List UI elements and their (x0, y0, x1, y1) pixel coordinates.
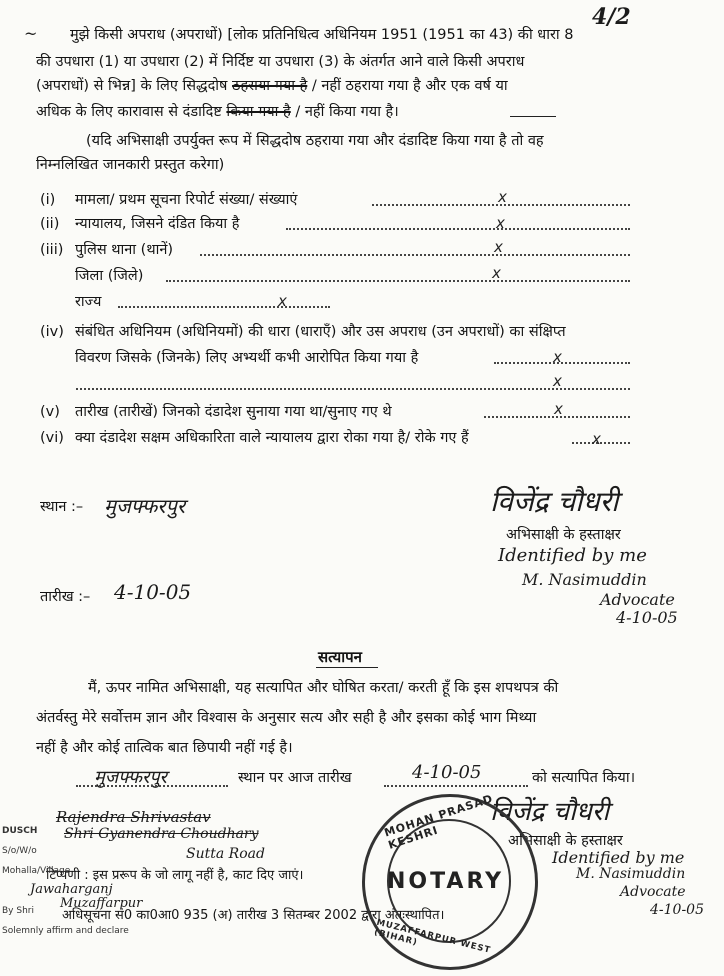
struck-convicted: ठहराया गया है (232, 78, 308, 94)
signature-caption: अभिसाक्षी के हस्ताक्षर (506, 527, 621, 543)
item-num: (i) (40, 192, 56, 208)
item-num: (ii) (40, 216, 60, 232)
place-value: मुजफ्फरपुर (104, 494, 185, 518)
verification-line4-b: को सत्यापित किया। (532, 770, 636, 786)
advocate-title: Advocate (600, 590, 675, 609)
margin-handwriting: Muzaffarpur (60, 896, 143, 911)
margin-handwriting: Rajendra Shrivastav (56, 808, 211, 826)
margin-stamp-text: Mohalla/Village (2, 866, 71, 876)
struck-sentenced: किया गया है (226, 104, 291, 120)
fill-line (76, 785, 228, 787)
item-label: न्यायालय, जिसने दंडित किया है (75, 216, 240, 232)
fill-line (494, 362, 630, 364)
notary-seal-bottom-text: MUZAFFARPUR WEST (BIHAR) (372, 917, 492, 956)
para1-line3-a: (अपराधों) से भिन्न] के लिए सिद्धदोष (36, 78, 228, 94)
cross-mark: x (494, 238, 503, 256)
advocate-name: M. Nasimuddin (522, 570, 647, 589)
cross-mark: x (492, 264, 501, 282)
cross-mark: x (278, 292, 287, 310)
notary-seal-top-text: MOHAN PRASAD KESHRI (382, 791, 495, 852)
pen-stroke (510, 116, 556, 117)
verification-date-value: 4-10-05 (412, 762, 482, 783)
margin-stamp-text: Solemnly affirm and declare (2, 926, 129, 936)
item-num: (v) (40, 404, 60, 420)
cross-mark: x (592, 430, 601, 448)
notary-seal-center: NOTARY (387, 869, 505, 894)
margin-stamp-text: S/o/W/o (2, 846, 37, 856)
cross-mark: x (553, 348, 562, 366)
verification-line4-a: स्थान पर आज तारीख (238, 770, 352, 786)
verification-place-value: मुजफ्फरपुर (94, 767, 167, 788)
margin-handwriting: Sutta Road (186, 846, 265, 862)
verification-line3: नहीं है और कोई तात्विक बात छिपायी नहीं गई है। (36, 740, 293, 756)
item-label: तारीख (तारीखें) जिनको दंडादेश सुनाया गया था/सुनाए गए थे (75, 404, 392, 420)
date-value: 4-10-05 (114, 580, 192, 604)
strike-mark: ~ (24, 24, 38, 43)
identified-by: Identified by me (498, 545, 647, 566)
para1-line5: (यदि अभिसाक्षी उपर्युक्त रूप में सिद्धदोष ठहराया गया और दंडादिष्ट किया गया है तो वह (86, 133, 544, 149)
item-label: राज्य (75, 294, 102, 310)
verification-line1: मैं, ऊपर नामित अभिसाक्षी, यह सत्यापित और घोषित करता/ करती हूँ कि इस शपथपत्र की (88, 680, 559, 696)
margin-handwriting: Jawaharganj (30, 882, 113, 897)
verification-line2: अंतर्वस्तु मेरे सर्वोत्तम ज्ञान और विश्वास के अनुसार सत्य और सही है और इसका कोई भाग मिथ्या (36, 710, 537, 726)
fill-line (118, 306, 330, 308)
item-num: (iv) (40, 324, 64, 340)
cross-mark: x (553, 372, 562, 390)
signature-caption-2: अभिसाक्षी के हस्ताक्षर (508, 833, 623, 849)
identified-date: 4-10-05 (616, 608, 678, 627)
identified-date-2: 4-10-05 (650, 902, 704, 918)
para1-line1: मुझे किसी अपराध (अपराधों) [लोक प्रतिनिधित्व अधिनियम 1951 (1951 का 43) की धारा 8 (70, 27, 574, 43)
para1-line2: की उपधारा (1) या उपधारा (2) में निर्दिष्ट या उपधारा (3) के अंतर्गत आने वाले किसी अपराध (36, 54, 525, 70)
para1-line4 (36, 102, 399, 122)
para1-line6: निम्नलिखित जानकारी प्रस्तुत करेगा) (36, 157, 225, 173)
item-label: क्या दंडादेश सक्षम अधिकारिता वाले न्यायालय द्वारा रोका गया है/ रोके गए हैं (75, 430, 469, 446)
notary-seal (362, 791, 538, 970)
item-label: विवरण जिसके (जिनके) लिए अभ्यर्थी कभी आरोपित किया गया है (75, 350, 419, 366)
cross-mark: x (496, 214, 505, 232)
item-label: मामला/ प्रथम सूचना रिपोर्ट संख्या/ संख्याएं (75, 192, 298, 208)
advocate-name-2: M. Nasimuddin (576, 866, 686, 882)
place-label: स्थान :– (40, 499, 84, 515)
margin-stamp-text: DUSCH (2, 826, 38, 836)
para1-line3 (36, 76, 508, 96)
deponent-signature-2: विजेंद्र चौधरी (490, 797, 610, 827)
advocate-title-2: Advocate (620, 884, 686, 900)
para1-line4-b: / नहीं किया गया है। (295, 104, 399, 120)
deponent-signature: विजेंद्र चौधरी (490, 485, 619, 518)
item-label: पुलिस थाना (थानें) (75, 242, 174, 258)
margin-handwriting: Shri Gyanendra Choudhary (64, 826, 259, 842)
cross-mark: x (498, 188, 507, 206)
verification-heading: सत्यापन (318, 648, 362, 666)
fill-line (200, 254, 630, 256)
footer-notification: अधिसूचना सं0 का0आ0 935 (अ) तारीख 3 सितम्बर 2002 द्वारा अंतःस्थापित। (62, 908, 445, 923)
page-mark: 4/2 (592, 4, 631, 30)
fill-line (286, 228, 630, 230)
footer-note: टिप्पणी : इस प्ररूप के जो लागू नहीं है, काट दिए जाएं। (46, 868, 304, 883)
margin-stamp-text: By Shri (2, 906, 34, 916)
item-num: (iii) (40, 242, 64, 258)
para1-line4-a: अधिक के लिए कारावास से दंडादिष्ट (36, 104, 222, 120)
para1-line3-b: / नहीं ठहराया गया है और एक वर्ष या (311, 78, 508, 94)
cross-mark: x (554, 400, 563, 418)
heading-underline (316, 667, 378, 668)
date-label: तारीख :– (40, 589, 91, 605)
fill-line (166, 280, 630, 282)
fill-line (572, 442, 630, 444)
fill-line (76, 388, 630, 390)
item-label: संबंधित अधिनियम (अधिनियमों) की धारा (धाराएँ) और उस अपराध (उन अपराधों) का संक्षिप्त (75, 324, 566, 340)
item-label: जिला (जिले) (75, 268, 144, 284)
identified-by-2: Identified by me (552, 848, 685, 867)
item-num: (vi) (40, 430, 64, 446)
